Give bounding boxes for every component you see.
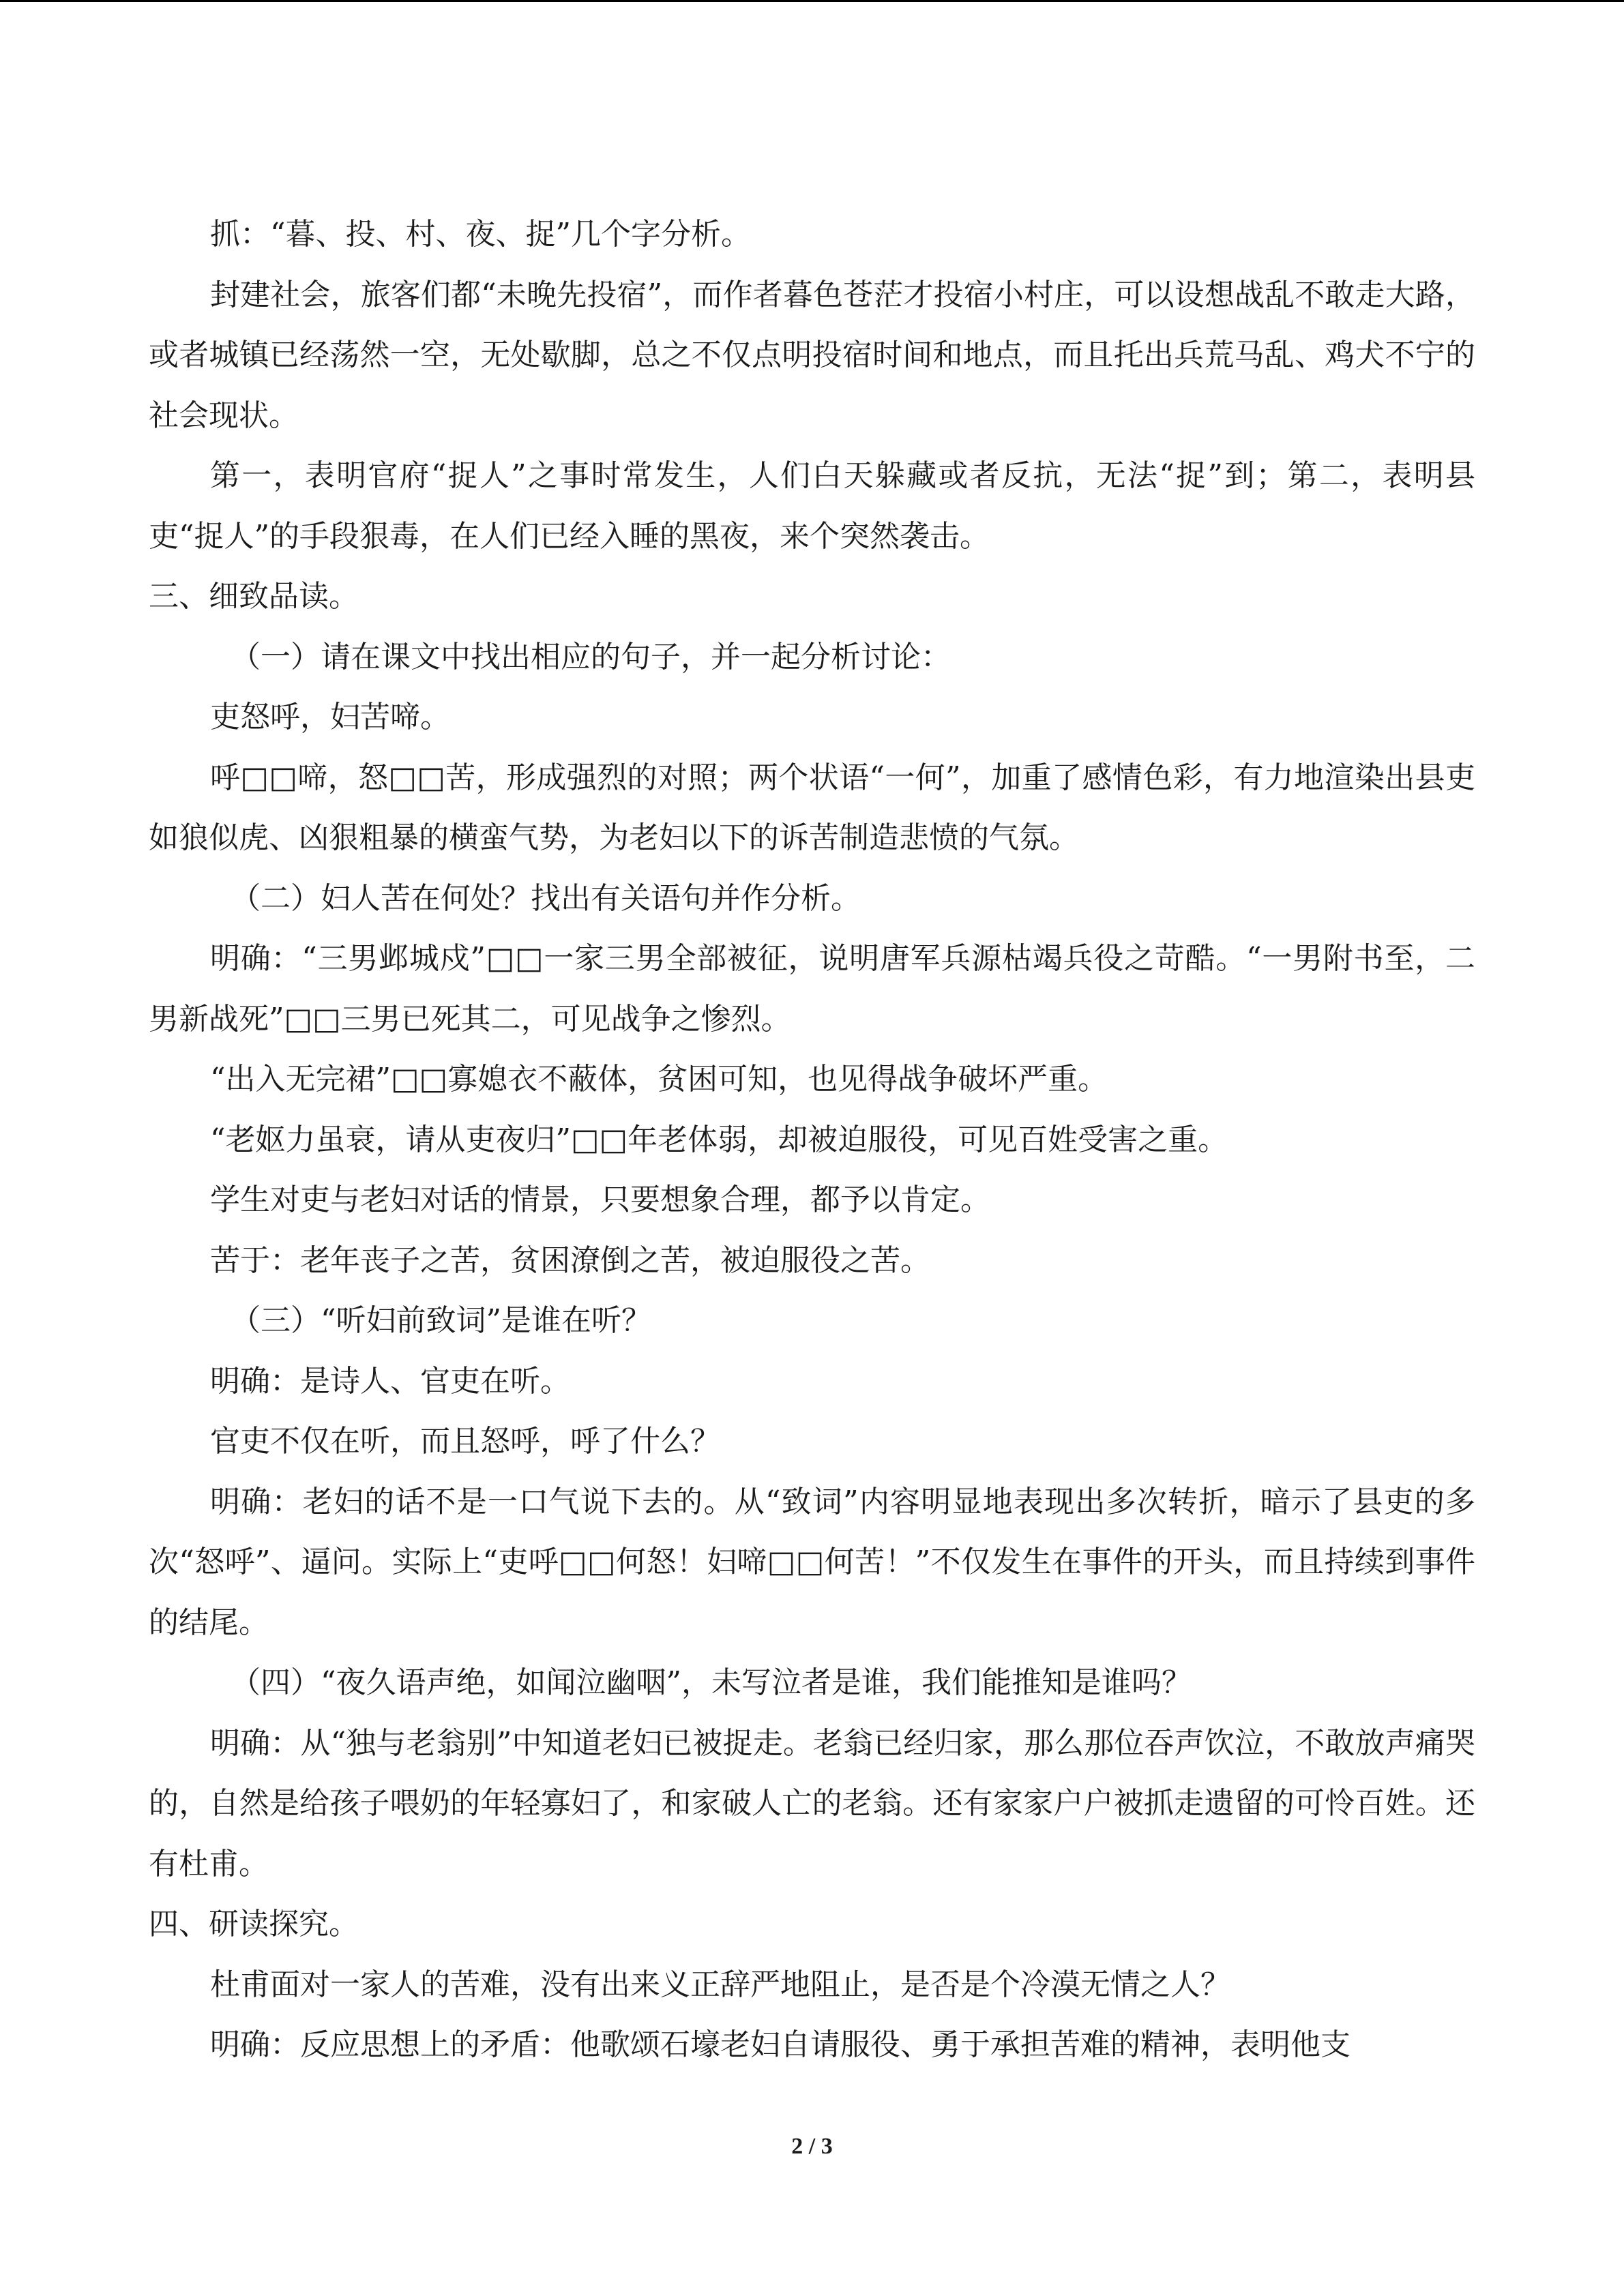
sub-question: （四）“夜久语声绝，如闻泣幽咽”，未写泣者是谁，我们能推知是谁吗？ bbox=[231, 1665, 1192, 1700]
paragraph: 明确：从“独与老翁别”中知道老妇已被捉走。老翁已经归家，那么那位吞声饮泣，不敢放声痛哭的，自然是给孩子喂奶的年轻寡妇了，和家破人亡的老翁。还有家家户户被抓走遗留的可怜百姓。还有杜甫。 bbox=[149, 1725, 1475, 1881]
paragraph: 官吏不仅在听，而且怒呼，呼了什么？ bbox=[210, 1424, 720, 1459]
sub-question: （二）妇人苦在何处？找出有关语句并作分析。 bbox=[231, 880, 861, 916]
top-border-line bbox=[0, 0, 1624, 2]
sub-question: （三）“听妇前致词”是谁在听？ bbox=[231, 1303, 651, 1338]
paragraph: 封建社会，旅客们都“未晚先投宿”，而作者暮色苍茫才投宿小村庄，可以设想战乱不敢走大路，或者城镇已经荡然一空，无处歇脚，总之不仅点明投宿时间和地点，而且托出兵荒马乱、鸡犬不宁的社会现状。 bbox=[149, 277, 1475, 433]
paragraph: 明确：反应思想上的矛盾：他歌颂石壕老妇自请服役、勇于承担苦难的精神，表明他支 bbox=[210, 2027, 1350, 2062]
paragraph: 苦于：老年丧子之苦，贫困潦倒之苦，被迫服役之苦。 bbox=[210, 1242, 930, 1278]
paragraph: “老妪力虽衰，请从吏夜归”□□年老体弱，却被迫服役，可见百姓受害之重。 bbox=[210, 1122, 1228, 1157]
section-heading: 三、细致品读。 bbox=[149, 579, 359, 614]
paragraph: “出入无完裙”□□寡媳衣不蔽体，贫困可知，也见得战争破坏严重。 bbox=[210, 1062, 1108, 1097]
paragraph: 呼□□啼，怒□□苦，形成强烈的对照；两个状语“一何”，加重了感情色彩，有力地渲染出县吏如狼似虎、凶狠粗暴的横蛮气势，为老妇以下的诉苦制造悲愤的气氛。 bbox=[149, 760, 1475, 855]
paragraph: 明确：“三男邺城戍”□□一家三男全部被征，说明唐军兵源枯竭兵役之苛酷。“一男附书至，二男新战死”□□三男已死其二，可见战争之惨烈。 bbox=[149, 941, 1475, 1037]
paragraph: 明确：是诗人、官吏在听。 bbox=[210, 1363, 570, 1399]
paragraph: 抓：“暮、投、村、夜、捉”几个字分析。 bbox=[210, 217, 751, 252]
sub-question: （一）请在课文中找出相应的句子，并一起分析讨论： bbox=[231, 639, 951, 674]
page-number: 2 / 3 bbox=[791, 2134, 833, 2159]
paragraph: 第一，表明官府“捉人”之事时常发生，人们白天躲藏或者反抗，无法“捉”到；第二，表明县吏“捉人”的手段狠毒，在人们已经入睡的黑夜，来个突然袭击。 bbox=[149, 458, 1475, 554]
section-heading: 四、研读探究。 bbox=[149, 1907, 359, 1941]
paragraph: 明确：老妇的话不是一口气说下去的。从“致词”内容明显地表现出多次转折，暗示了县吏的多次“怒呼”、逼问。实际上“吏呼□□何怒！妇啼□□何苦！”不仅发生在事件的开头，而且持续到事件的结尾。 bbox=[149, 1484, 1475, 1640]
paragraph: 杜甫面对一家人的苦难，没有出来义正辞严地阻止，是否是个冷漠无情之人？ bbox=[210, 1967, 1230, 2002]
document-body bbox=[149, 205, 1475, 2076]
paragraph: 吏怒呼，妇苦啼。 bbox=[210, 700, 450, 734]
paragraph: 学生对吏与老妇对话的情景，只要想象合理，都予以肯定。 bbox=[210, 1182, 990, 1217]
